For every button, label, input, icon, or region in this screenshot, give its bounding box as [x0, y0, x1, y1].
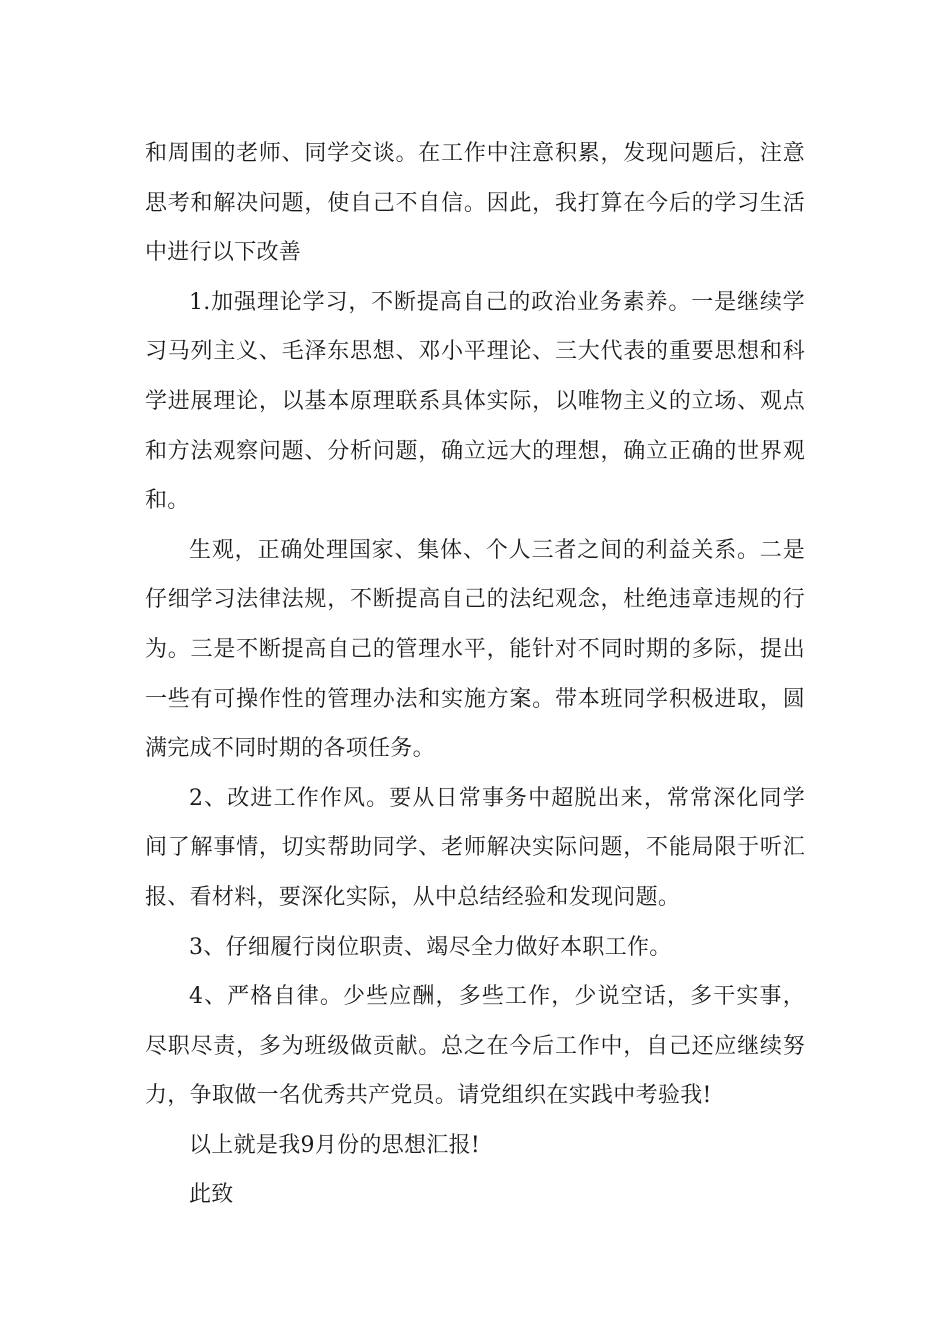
paragraph-point-4: 4、严格自律。少些应酬，多些工作，少说空话，多干实事，尽职尽责，多为班级做贡献。总之在今后工作中，自己还应继续努力，争取做一名优秀共产党员。请党组织在实践中考验我! [145, 984, 805, 1109]
paragraph-point-1: 1.加强理论学习，不断提高自己的政治业务素养。一是继续学习马列主义、毛泽东思想、邓小平理论、三大代表的重要思想和科学进展理论，以基本原理联系具体实际，以唯物主义的立场、观点和方法观察问题、分析问题，确立远大的理想，确立正确的世界观和。 [145, 289, 805, 514]
paragraph-summary: 以上就是我9月份的思想汇报! [189, 1132, 481, 1158]
paragraph-point-1-continued: 生观，正确处理国家、集体、个人三者之间的利益关系。二是仔细学习法律法规，不断提高自己的法纪观念，杜绝违章违规的行为。三是不断提高自己的管理水平，能针对不同时期的多际，提出一些有可操作性的管理办法和实施方案。带本班同学积极进取，圆满完成不同时期的各项任务。 [145, 537, 805, 762]
document-body [145, 129, 805, 1220]
paragraph-point-2: 2、改进工作作风。要从日常事务中超脱出来，常常深化同学间了解事情，切实帮助同学、老师解决实际问题，不能局限于听汇报、看材料，要深化实际，从中总结经验和发现问题。 [145, 785, 805, 910]
paragraph-continuation: 和周围的老师、同学交谈。在工作中注意积累，发现问题后，注意思考和解决问题，使自己不自信。因此，我打算在今后的学习生活中进行以下改善 [145, 141, 805, 266]
paragraph-salutation: 此致 [189, 1182, 234, 1208]
paragraph-point-3: 3、仔细履行岗位职责、竭尽全力做好本职工作。 [189, 934, 672, 960]
